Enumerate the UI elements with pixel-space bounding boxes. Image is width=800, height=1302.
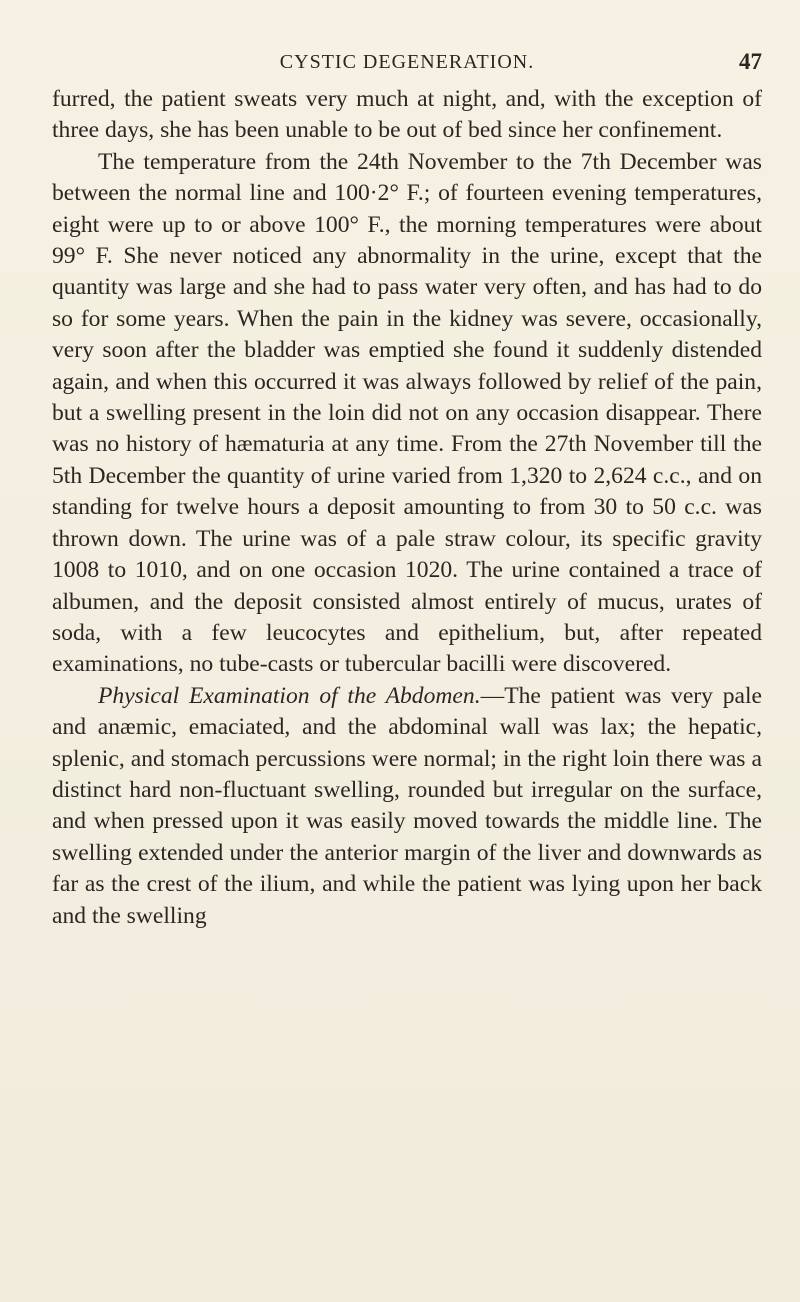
page-number: 47 <box>739 49 762 74</box>
section-text: —The patient was very pale and anæmic, emaciated, and the abdominal wall was lax; the hepatic, splenic, and stomach percussions were normal; in the right loin there was a distinct hard non-fluctuant swelling, rounded but irregular on the surface, and when pressed upon it was easily moved towards the middle line. The swelling extended under the anterior margin of the liver and downwards as far as the crest of the ilium, and while the patient was lying upon her back and the swelling <box>52 682 762 929</box>
section-heading: Physical Examination of the Abdomen. <box>98 682 481 709</box>
paragraph-continued: furred, the patient sweats very much at night, and, with the exception of three days, she has been unable to be out of bed since her confinement. <box>52 86 762 144</box>
body-text <box>52 84 762 932</box>
paragraph-temperature: The temperature from the 24th November to the 7th December was between the normal line and 100·2° F.; of fourteen evening temperatures, eight were up to or above 100° F., the morning temperatures were about 99° F. She never noticed any abnormality in the urine, except that the quantity was large and she had to pass water very often, and has had to do so for some years. When the pain in the kidney was severe, occasionally, very soon after the bladder was emptied she found it suddenly distended again, and when this occurred it was always followed by relief of the pain, but a swelling present in the loin did not on any occasion disappear. There was no history of hæmaturia at any time. From the 27th November till the 5th December the quantity of urine varied from 1,320 to 2,624 c.c., and on standing for twelve hours a deposit amounting to from 30 to 50 c.c. was thrown down. The urine was of a pale straw colour, its specific gravity 1008 to 1010, and on one occasion 1020. The urine contained a trace of albumen, and the deposit consisted almost entirely of mucus, urates of soda, with a few leucocytes and epithelium, but, after repeated examinations, no tube-casts or tubercular bacilli were discovered. <box>52 148 762 678</box>
paragraph-physical-examination <box>52 681 762 932</box>
running-title: CYSTIC DEGENERATION. <box>279 51 535 73</box>
running-head <box>52 46 762 78</box>
